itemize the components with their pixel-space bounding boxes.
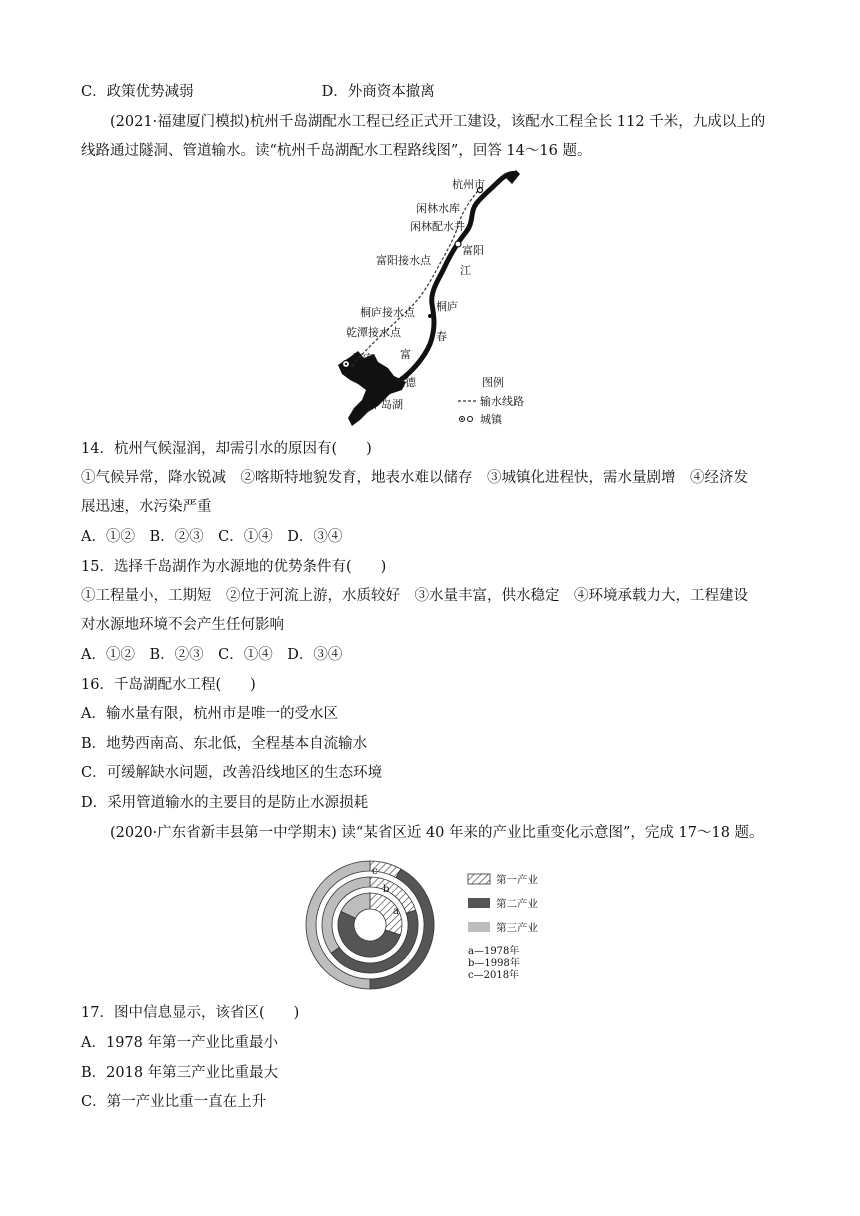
question-14-answers: A．①② B．②③ C．①④ D．③④ xyxy=(81,529,343,545)
question-16-option-b: B．地势西南高、东北低，全程基本自流输水 xyxy=(81,736,368,752)
legend-town-label: 城镇 xyxy=(480,413,502,426)
question-15-answers: A．①② B．②③ C．①④ D．③④ xyxy=(81,647,343,663)
question-17-option-b: B．2018 年第三产业比重最大 xyxy=(81,1065,279,1081)
question-16-option-a: A．输水量有限，杭州市是唯一的受水区 xyxy=(81,706,338,722)
option-c: C．政策优势减弱 xyxy=(81,84,194,100)
label-xianlin-reservoir: 闲林水库 xyxy=(416,202,460,215)
legend-primary-swatch xyxy=(468,874,490,884)
label-jiang: 江 xyxy=(460,264,471,277)
question-15-options-line-2: 对水源地环境不会产生任何影响 xyxy=(81,617,284,633)
question-16-stem: 16．千岛湖配水工程( ) xyxy=(81,677,256,693)
legend-tertiary-label: 第三产业 xyxy=(496,922,538,934)
legend-year-c: c—2018年 xyxy=(468,970,520,981)
label-qiandao-lake: 千岛湖 xyxy=(370,398,403,411)
question-16-option-c: C．可缓解缺水问题，改善沿线地区的生态环境 xyxy=(81,765,383,781)
label-fuyang: 富阳 xyxy=(462,244,484,257)
legend-town-dot-center xyxy=(461,418,463,420)
label-fuyang-intake: 富阳接水点 xyxy=(376,254,431,267)
industry-ring-chart xyxy=(300,850,560,1000)
label-qiantan-intake: 乾潭接水点 xyxy=(346,326,401,339)
chunan-dot xyxy=(345,363,347,365)
question-14-stem: 14．杭州气候湿润，却需引水的原因有( ) xyxy=(81,441,372,457)
label-chun: 春 xyxy=(436,330,447,343)
question-15-stem: 15．选择千岛湖作为水源地的优势条件有( ) xyxy=(81,559,387,575)
question-14-options-line-1: ①气候异常，降水锐减 ②喀斯特地貌发育，地表水难以储存 ③城镇化进程快，需水量剧增 ④经济发 xyxy=(81,470,748,486)
question-17-option-c: C．第一产业比重一直在上升 xyxy=(81,1094,267,1110)
legend-tertiary-swatch xyxy=(468,922,490,932)
label-xianlin-well: 闲林配水井 xyxy=(410,220,465,233)
question-13-options xyxy=(81,82,435,102)
intro-passage-line-1: (2021·福建厦门模拟)杭州千岛湖配水工程已经正式开工建设，该配水工程全长 112 千米，九成以上的 xyxy=(110,114,766,130)
option-d: D．外商资本撤离 xyxy=(321,84,435,100)
label-hangzhou: 杭州市 xyxy=(452,178,485,191)
question-17-option-a: A．1978 年第一产业比重最小 xyxy=(81,1035,278,1051)
label-tonglu: 桐庐 xyxy=(436,300,458,313)
intro-passage-2: (2020·广东省新丰县第一中学期末) 读“某省区近 40 年来的产业比重变化示意图”，完成 17～18 题。 xyxy=(110,825,764,841)
tonglu-marker xyxy=(428,314,432,318)
question-17-stem: 17．图中信息显示，该省区( ) xyxy=(81,1005,300,1021)
label-chunan: 淳安 xyxy=(352,352,374,365)
legend-year-a: a—1978年 xyxy=(468,946,520,957)
legend-primary-label: 第一产业 xyxy=(496,874,538,886)
ring-label-a: a xyxy=(393,906,399,917)
ring-label-b: b xyxy=(383,884,390,895)
water-route-map xyxy=(330,168,560,430)
legend-year-b: b—1998年 xyxy=(468,958,520,969)
label-jiande: 建德 xyxy=(394,376,416,389)
intro-passage-line-2: 线路通过隧洞、管道输水。读“杭州千岛湖配水工程路线图”，回答 14～16 题。 xyxy=(81,143,592,159)
legend-town-circle xyxy=(468,417,473,422)
label-fu: 富 xyxy=(400,348,411,361)
rings-group xyxy=(306,861,434,989)
ring-label-c: c xyxy=(372,866,378,877)
label-tonglu-intake: 桐庐接水点 xyxy=(360,306,415,319)
question-14-options-line-2: 展迅速，水污染严重 xyxy=(81,499,212,515)
legend-route-label: 输水线路 xyxy=(480,395,524,408)
question-16-option-d: D．采用管道输水的主要目的是防止水源损耗 xyxy=(81,795,369,811)
map-legend-title: 图例 xyxy=(482,376,504,389)
legend-secondary-swatch xyxy=(468,898,490,908)
fuyang-marker xyxy=(455,241,461,247)
question-15-options-line-1: ①工程量小，工期短 ②位于河流上游，水质较好 ③水量丰富，供水稳定 ④环境承载力大，工程建设 xyxy=(81,588,748,604)
legend-secondary-label: 第二产业 xyxy=(496,898,538,910)
